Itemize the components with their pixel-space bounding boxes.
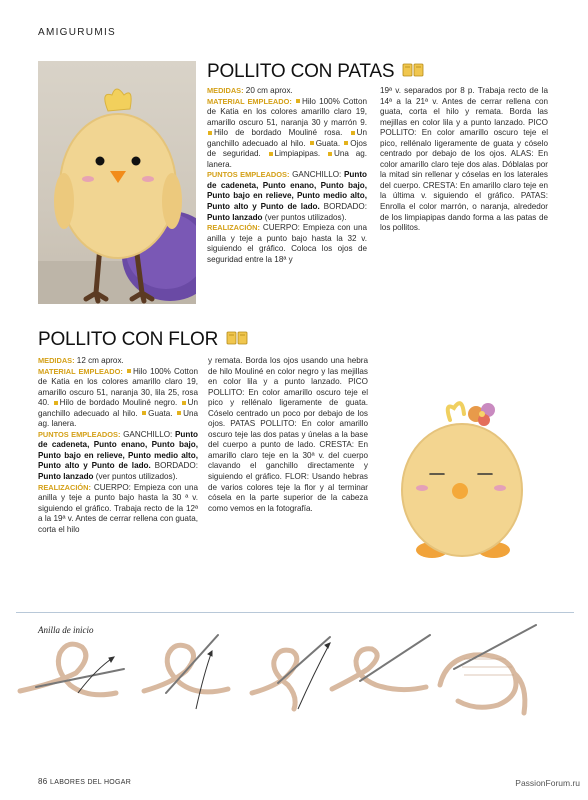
footer — [38, 777, 131, 786]
material-item: Hilo de bordado Mouliné negro. — [59, 398, 178, 408]
medidas-text: 20 cm aprox. — [243, 86, 293, 95]
books-icon — [226, 329, 248, 351]
puntos-text: GANCHILLO: — [289, 170, 344, 180]
puntos-text: (ver puntos utilizados). — [262, 212, 347, 222]
patas-instructions: 19ª v. separados por 8 p. Trabaja recto de la 14ª a la 21ª v. Antes de cerrar rellena con guata, corta el hilo y remata. Borda las mejillas en color lila y a punto lanzado. PICO POLLITO: En color amarillo oscuro teje el pico, rellénalo ligeramente de guata y cóselo centrado por debajo de los ojos. ALAS: En color amarillo claro teje dos alas. Dóblalas por la mitad sin rellenar y cóselas en los laterales del cuerpo. CRESTA: En amarillo claro teje en la última v. siguiendo el gráfico. PATAS: Enrolla el color marrón, o naranja, alrededor de los limpiapipas dando forma a las patas de los pollitos. — [380, 86, 548, 233]
material-item: Limpiapipas. — [274, 149, 321, 159]
magazine-name: LABORES DEL HOGAR — [50, 779, 132, 786]
realizacion-text: CUERPO: Empieza con una anilla y teje a punto bajo hasta la 30 ª v. siguiendo el gráfico. Trabaja recto de la 12ª a la 19ª v. Antes de cerrar rellena con guata, corta el hilo — [38, 482, 198, 534]
flor-instructions: y remata. Borda los ojos usando una hebra de hilo Mouliné en color negro y las mejillas en color lila y a punto lanzado. PICO POLLITO: En color amarillo oscuro teje el pico y rellénalo ligeramente de guata. Cóselo centrado un poco por debajo de los ojos. PATAS POLLITO: En color amarillo oscuro teje las dos patas y únelas a la base del cuerpo a punto de lado. CRESTA: En amarillo claro teje en la 30ª v. del cuerpo clavando el ganchillo directamente y siguiendo el gráfico. FLOR: Usando hebras de varios colores teje la flor y al terminar cósela en la parte superior de la cabeza como vemos en la fotografía. — [208, 356, 368, 513]
flor-column-1 — [38, 356, 198, 535]
watermark: PassionForum.ru — [515, 778, 580, 788]
bullet-icon — [177, 411, 181, 415]
material-label: MATERIAL EMPLEADO: — [207, 96, 292, 106]
bullet-icon — [54, 401, 58, 405]
section-header: AMIGURUMIS — [38, 27, 116, 38]
title-text: POLLITO CON PATAS — [207, 61, 395, 83]
material-item: Hilo 100% Cotton de Katia en los colores amarillo claro 19, amarillo oscuro 51, naranja 30, lila 25, rosa 40. — [38, 366, 198, 408]
puntos-label: PUNTOS EMPLEADOS: — [207, 170, 290, 180]
bullet-icon — [208, 131, 212, 135]
puntos-text: (ver puntos utilizados). — [93, 472, 178, 482]
bullet-icon — [344, 141, 348, 145]
bullet-icon — [269, 152, 273, 156]
material-item: Una ag. lanera. — [207, 149, 367, 169]
bullet-icon — [142, 411, 146, 415]
material-item: Hilo 100% Cotton de Katia en los colores amarillo claro 19, amarillo oscuro 51, naranja 30 y marrón 9. — [207, 96, 367, 127]
title-pollito-patas — [207, 61, 424, 83]
title-text: POLLITO CON FLOR — [38, 329, 219, 351]
material-item: Un ganchillo adecuado al hilo. — [38, 398, 198, 418]
realizacion-label: REALIZACIÓN: — [207, 223, 260, 233]
photo-pollito-flor — [392, 398, 540, 568]
medidas-label: MEDIDAS: — [207, 86, 244, 95]
material-item: Guata. — [315, 138, 341, 148]
bullet-icon — [351, 131, 355, 135]
puntos-text: BORDADO: — [319, 202, 367, 212]
puntos-bold: Punto lanzado — [38, 472, 94, 482]
title-pollito-flor — [38, 329, 248, 351]
puntos-bold: Punto lanzado — [207, 212, 263, 222]
patas-column-2 — [380, 86, 548, 234]
bullet-icon — [127, 369, 131, 373]
books-icon — [402, 61, 424, 83]
medidas-text: 12 cm aprox. — [74, 356, 124, 365]
medidas-label: MEDIDAS: — [38, 356, 75, 365]
puntos-text: BORDADO: — [150, 461, 198, 471]
bullet-icon — [310, 141, 314, 145]
puntos-label: PUNTOS EMPLEADOS: — [38, 429, 121, 439]
realizacion-label: REALIZACIÓN: — [38, 482, 91, 492]
material-item: Un ganchillo adecuado al hilo. — [207, 128, 367, 148]
bullet-icon — [296, 99, 300, 103]
diagram-caption: Anilla de inicio — [38, 625, 94, 635]
material-item: Una ag. lanera. — [38, 408, 198, 429]
material-item: Hilo de bordado Mouliné rosa. — [214, 128, 343, 138]
material-item: Guata. — [148, 408, 173, 418]
puntos-text: GANCHILLO: — [120, 429, 175, 439]
patas-column-1 — [207, 86, 367, 265]
bullet-icon — [328, 152, 332, 156]
material-item: Ojos de seguridad. — [207, 138, 367, 159]
diagram-anilla-de-inicio — [16, 612, 574, 723]
puntos-bold: Punto de cadeneta, Punto enano, Punto bajo, Punto bajo en relieve, Punto medio alto, Punto alto y Punto de lado. — [38, 429, 198, 471]
realizacion-text: CUERPO: Empieza con una anilla y teje a punto bajo hasta la 32 v. siguiendo el gráfico. Coloca los ojos de seguridad entre la 18ª y — [207, 223, 367, 264]
page-number: 86 — [38, 777, 48, 786]
photo-pollito-patas — [38, 61, 196, 304]
bullet-icon — [182, 401, 186, 405]
material-label: MATERIAL EMPLEADO: — [38, 366, 123, 376]
puntos-bold: Punto de cadeneta, Punto enano, Punto bajo, Punto bajo en relieve, Punto medio alto, Punto alto y Punto de lado. — [207, 170, 367, 212]
flor-column-2 — [208, 356, 368, 514]
